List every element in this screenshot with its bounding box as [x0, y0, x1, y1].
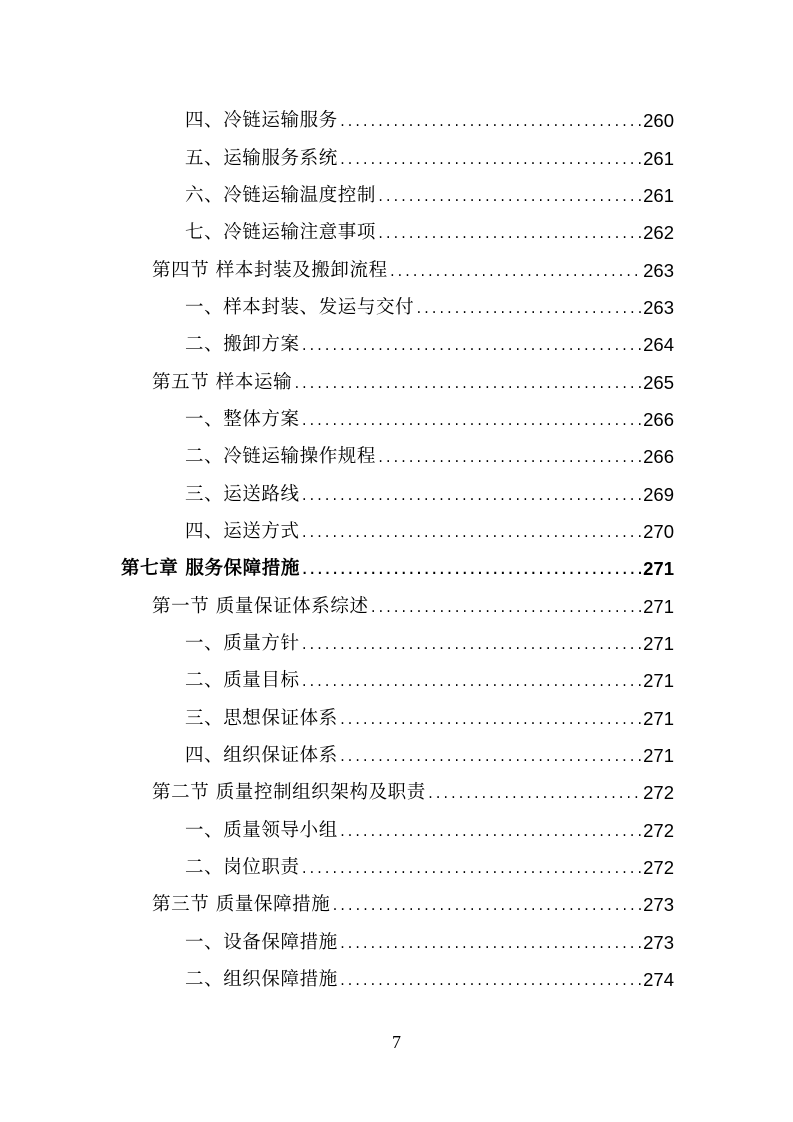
toc-dot-leader [377, 440, 642, 477]
toc-dot-leader [301, 552, 642, 589]
toc-subsection-entry[interactable] [0, 662, 793, 699]
page-number: 7 [392, 1032, 401, 1052]
toc-entry-page-number: 272 [643, 819, 674, 841]
toc-entry-title: 二、冷链运输操作规程 [185, 446, 377, 468]
toc-dot-leader [293, 366, 642, 403]
toc-section-entry[interactable] [0, 363, 793, 400]
toc-entry-page-number: 269 [643, 483, 674, 505]
toc-dot-leader [339, 963, 642, 1000]
toc-entry-page-number: 260 [643, 110, 674, 132]
toc-section-entry[interactable] [0, 587, 793, 624]
toc-section-entry[interactable] [0, 774, 793, 811]
toc-entry-page-number: 273 [643, 931, 674, 953]
toc-entry-page-number: 263 [643, 296, 674, 318]
toc-dot-leader [339, 104, 642, 141]
toc-entry-title: 二、岗位职责 [185, 857, 300, 879]
toc-entry-title: 七、冷链运输注意事项 [185, 222, 377, 244]
toc-dot-leader [301, 328, 643, 365]
toc-entry-title: 三、思想保证体系 [185, 707, 338, 729]
toc-dot-leader [339, 739, 642, 776]
toc-entry-page-number: 271 [643, 707, 674, 729]
table-of-contents [0, 102, 793, 998]
toc-entry-page-number: 271 [643, 745, 674, 767]
toc-subsection-entry[interactable] [0, 438, 793, 475]
toc-entry-page-number: 271 [643, 670, 674, 692]
toc-entry-title: 一、样本封装、发运与交付 [185, 296, 415, 318]
toc-entry-title: 四、运送方式 [185, 520, 300, 542]
toc-subsection-entry[interactable] [0, 326, 793, 363]
toc-section-entry[interactable] [0, 886, 793, 923]
toc-subsection-entry[interactable] [0, 924, 793, 961]
toc-entry-page-number: 262 [643, 222, 674, 244]
toc-dot-leader [339, 142, 642, 179]
toc-entry-title: 四、冷链运输服务 [185, 110, 338, 132]
toc-subsection-entry[interactable] [0, 102, 793, 139]
toc-dot-leader [389, 254, 642, 291]
toc-entry-title: 第二节 质量控制组织架构及职责 [152, 782, 426, 804]
toc-entry-title: 二、质量目标 [185, 670, 300, 692]
toc-entry-page-number: 271 [643, 632, 674, 654]
toc-entry-page-number: 274 [643, 969, 674, 991]
toc-subsection-entry[interactable] [0, 214, 793, 251]
toc-section-entry[interactable] [0, 251, 793, 288]
toc-entry-page-number: 261 [643, 147, 674, 169]
toc-dot-leader [339, 702, 642, 739]
toc-entry-page-number: 270 [643, 520, 674, 542]
toc-entry-page-number: 271 [643, 558, 674, 580]
toc-dot-leader [377, 179, 642, 216]
toc-entry-title: 一、质量领导小组 [185, 819, 338, 841]
toc-subsection-entry[interactable] [0, 849, 793, 886]
toc-dot-leader [301, 851, 643, 888]
toc-subsection-entry[interactable] [0, 401, 793, 438]
toc-entry-title: 一、设备保障措施 [185, 931, 338, 953]
toc-entry-page-number: 264 [643, 334, 674, 356]
toc-dot-leader [301, 403, 643, 440]
toc-dot-leader [331, 888, 642, 925]
toc-entry-title: 六、冷链运输温度控制 [185, 184, 377, 206]
toc-entry-title: 五、运输服务系统 [185, 147, 338, 169]
toc-entry-title: 第五节 样本运输 [152, 371, 293, 393]
toc-dot-leader [415, 291, 642, 328]
toc-entry-page-number: 272 [643, 782, 674, 804]
toc-subsection-entry[interactable] [0, 812, 793, 849]
toc-dot-leader [339, 926, 642, 963]
toc-dot-leader [377, 216, 642, 253]
toc-entry-title: 第四节 样本封装及搬卸流程 [152, 259, 388, 281]
toc-entry-page-number: 266 [643, 446, 674, 468]
toc-dot-leader [301, 627, 643, 664]
toc-entry-title: 四、组织保证体系 [185, 745, 338, 767]
toc-entry-title: 二、搬卸方案 [185, 334, 300, 356]
toc-dot-leader [339, 814, 642, 851]
toc-entry-page-number: 271 [643, 595, 674, 617]
toc-entry-title: 二、组织保障措施 [185, 969, 338, 991]
toc-dot-leader [427, 776, 642, 813]
toc-subsection-entry[interactable] [0, 139, 793, 176]
toc-entry-title: 第一节 质量保证体系综述 [152, 595, 369, 617]
toc-dot-leader [301, 664, 643, 701]
toc-subsection-entry[interactable] [0, 289, 793, 326]
toc-subsection-entry[interactable] [0, 961, 793, 998]
toc-entry-page-number: 261 [643, 184, 674, 206]
toc-subsection-entry[interactable] [0, 625, 793, 662]
toc-subsection-entry[interactable] [0, 513, 793, 550]
toc-entry-title: 三、运送路线 [185, 483, 300, 505]
toc-dot-leader [301, 478, 643, 515]
toc-entry-page-number: 263 [643, 259, 674, 281]
toc-entry-title: 第三节 质量保障措施 [152, 894, 331, 916]
toc-subsection-entry[interactable] [0, 475, 793, 512]
toc-entry-page-number: 272 [643, 857, 674, 879]
toc-subsection-entry[interactable] [0, 700, 793, 737]
toc-entry-page-number: 265 [643, 371, 674, 393]
toc-entry-title: 一、整体方案 [185, 408, 300, 430]
toc-subsection-entry[interactable] [0, 177, 793, 214]
toc-entry-title: 第七章 服务保障措施 [121, 558, 300, 580]
toc-entry-title: 一、质量方针 [185, 632, 300, 654]
toc-entry-page-number: 273 [643, 894, 674, 916]
toc-entry-page-number: 266 [643, 408, 674, 430]
toc-chapter-entry[interactable] [0, 550, 793, 587]
toc-dot-leader [301, 515, 643, 552]
toc-dot-leader [370, 590, 643, 627]
toc-subsection-entry[interactable] [0, 737, 793, 774]
